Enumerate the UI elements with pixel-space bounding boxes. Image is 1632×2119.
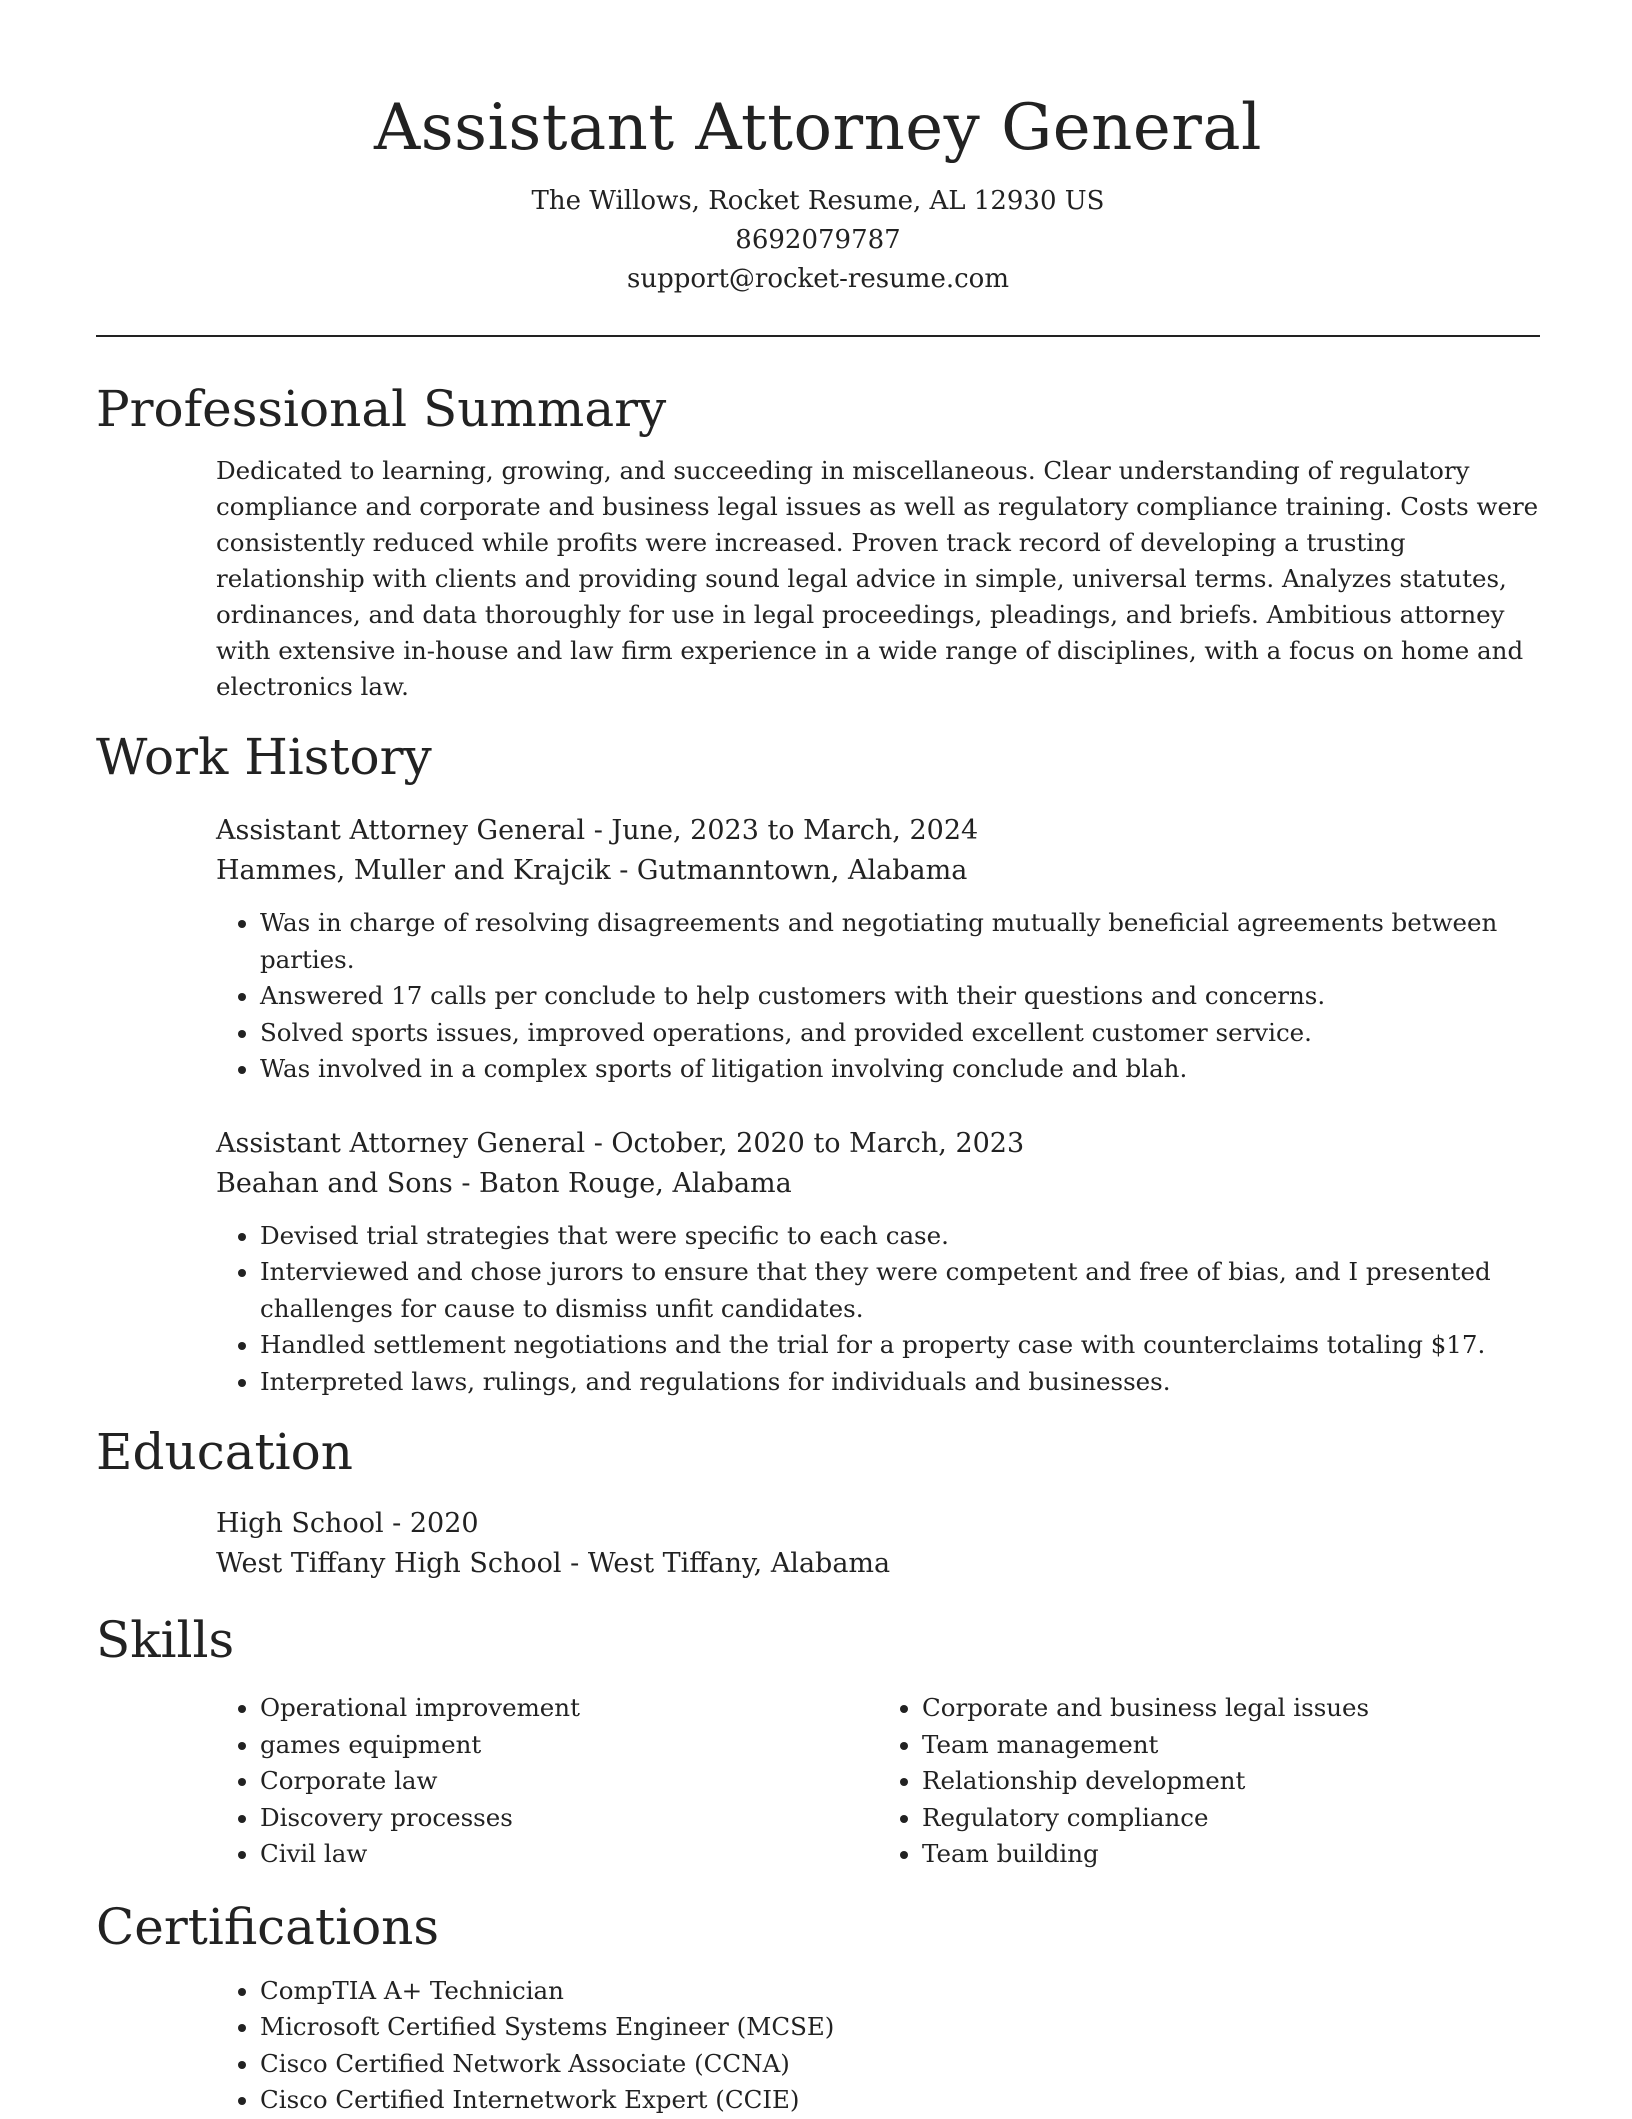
skill-item: • Civil law	[260, 1836, 878, 1873]
job-bullets	[216, 905, 1540, 1088]
skills-list-left	[216, 1690, 878, 1873]
section-title-education: Education	[96, 1423, 353, 1481]
skill-item: • games equipment	[260, 1727, 878, 1764]
certifications-block	[216, 1973, 1540, 2119]
job-bullets	[216, 1218, 1540, 1401]
skill-item: • Corporate and business legal issues	[922, 1690, 1540, 1727]
skills-columns	[216, 1680, 1540, 1873]
job-bullet: • Interpreted laws, rulings, and regulations for individuals and businesses.	[260, 1364, 1540, 1401]
contact-phone: 8692079787	[735, 225, 901, 255]
section-title-certifications: Certifications	[96, 1897, 440, 1956]
job-role-line	[216, 1124, 1540, 1164]
skill-item: • Relationship development	[922, 1763, 1540, 1800]
job-company: Hammes, Muller and Krajcik	[216, 855, 611, 886]
education-degree: High School	[216, 1508, 384, 1539]
education-degree-line	[216, 1504, 1540, 1544]
job-dates: - June, 2023 to March, 2024	[585, 815, 979, 846]
certification-item: • CompTIA A+ Technician	[260, 1973, 1540, 2010]
education-year: - 2020	[383, 1508, 479, 1539]
education-location: - West Tiffany, Alabama	[561, 1548, 891, 1579]
contact-address: The Willows, Rocket Resume, AL 12930 US	[531, 186, 1105, 216]
job-location: - Baton Rouge, Alabama	[452, 1167, 792, 1199]
section-title-summary: Professional Summary	[96, 380, 667, 438]
job-role-line	[216, 811, 1540, 851]
header-divider	[96, 335, 1540, 337]
skills-list-right	[878, 1690, 1540, 1873]
skill-item: • Team building	[922, 1836, 1540, 1873]
job-bullet: • Answered 17 calls per conclude to help customers with their questions and concerns.	[260, 978, 1540, 1015]
job-bullet: • Devised trial strategies that were specific to each case.	[260, 1218, 1540, 1255]
job-bullet: • Solved sports issues, improved operations, and provided excellent customer service.	[260, 1015, 1540, 1052]
job-company-line	[216, 1164, 1540, 1204]
job-dates: - October, 2020 to March, 2023	[585, 1127, 1025, 1159]
summary-text: Dedicated to learning, growing, and succeeding in miscellaneous. Clear understanding of regulatory compliance and corporate and business legal issues as well as regulatory compliance training. Costs were consistently reduced while profits were increased. Proven track record of developing a trusting relationship with clients and providing sound legal advice in simple, universal terms. Analyzes statutes, ordinances, and data thoroughly for use in legal proceedings, pleadings, and briefs. Ambitious attorney with extensive in-house and law firm experience in a wide range of disciplines, with a focus on home and electronics law.	[216, 456, 1539, 701]
job-bullet: • Was in charge of resolving disagreements and negotiating mutually beneficial agreements between parties.	[260, 905, 1540, 978]
job-company-line	[216, 851, 1540, 891]
contact-block	[96, 182, 1540, 299]
contact-email: support@rocket-resume.com	[626, 264, 1009, 294]
section-title-skills: Skills	[96, 1611, 235, 1669]
job-entry	[216, 811, 1540, 1088]
job-company: Beahan and Sons	[216, 1167, 453, 1199]
skill-item: • Discovery processes	[260, 1800, 878, 1837]
education-school: West Tiffany High School	[216, 1548, 562, 1579]
job-bullet: • Handled settlement negotiations and the trial for a property case with counterclaims totaling $17.	[260, 1327, 1540, 1364]
certification-item: • Cisco Certified Internetwork Expert (CCIE)	[260, 2082, 1540, 2119]
job-bullet: • Was involved in a complex sports of litigation involving conclude and blah.	[260, 1051, 1540, 1088]
section-title-work: Work History	[96, 728, 432, 786]
skill-item: • Operational improvement	[260, 1690, 878, 1727]
skill-item: • Team management	[922, 1727, 1540, 1764]
resume-name: Assistant Attorney General	[374, 91, 1262, 165]
skill-item: • Regulatory compliance	[922, 1800, 1540, 1837]
certification-item: • Microsoft Certified Systems Engineer (MCSE)	[260, 2009, 1540, 2046]
certification-item: • Cisco Certified Network Associate (CCNA)	[260, 2046, 1540, 2083]
job-location: - Gutmanntown, Alabama	[610, 855, 968, 886]
education-entry	[216, 1504, 1540, 1584]
job-role: Assistant Attorney General	[216, 815, 586, 846]
job-bullet: • Interviewed and chose jurors to ensure that they were competent and free of bias, and I presented challenges for cause to dismiss unfit candidates.	[260, 1254, 1540, 1327]
resume-page	[96, 0, 1540, 2119]
certifications-list	[216, 1973, 1540, 2119]
job-entry	[216, 1124, 1540, 1401]
job-role: Assistant Attorney General	[216, 1127, 586, 1159]
skill-item: • Corporate law	[260, 1763, 878, 1800]
education-school-line	[216, 1544, 1540, 1584]
